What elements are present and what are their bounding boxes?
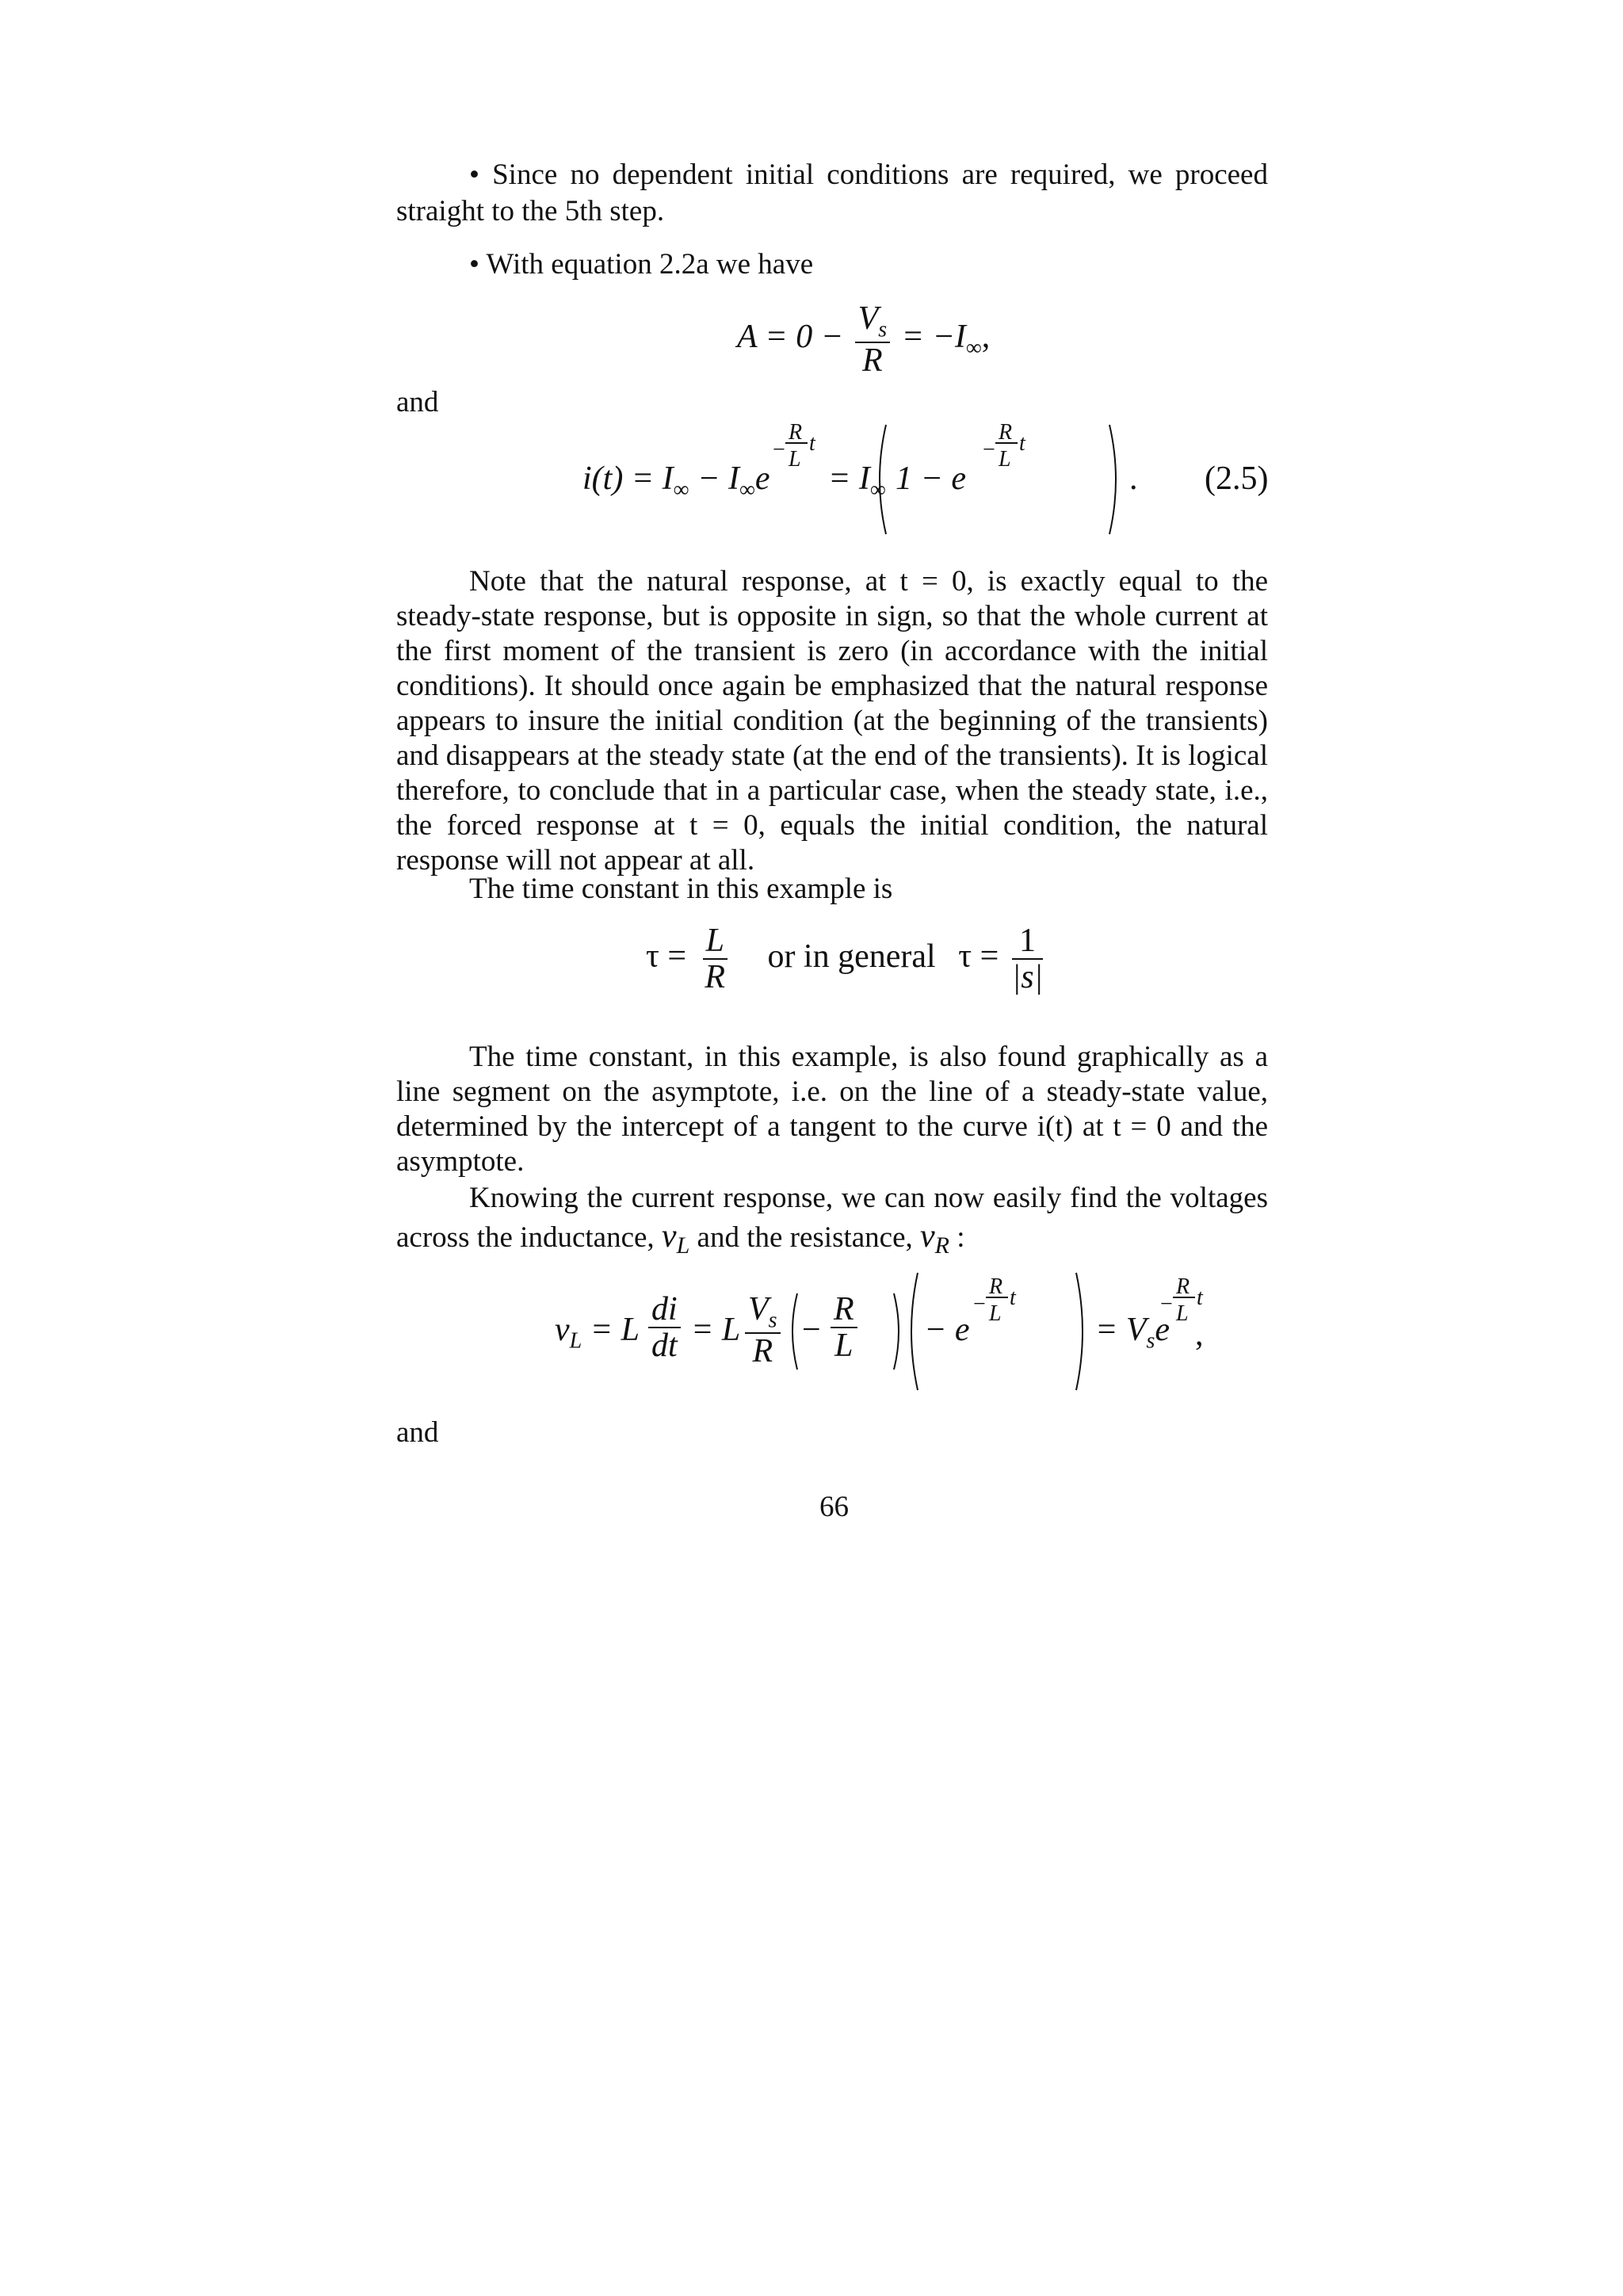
eq-25-sub2: ∞ [739, 477, 755, 502]
eq-vL-exp1-num: R [989, 1274, 1003, 1299]
equation-tau [646, 923, 1048, 1018]
paragraph-natural-response [396, 564, 1268, 878]
eq-25-exp1-den: L [789, 447, 801, 472]
eq-A-tail: , [981, 319, 991, 356]
eq-25-lhs: i(t) = I [582, 460, 674, 497]
para4-vL: v [661, 1218, 677, 1255]
paragraph-voltages [396, 1179, 1268, 1265]
paragraph-1-text: Note that the natural response, at t = 0, is exactly equal to the steady-state response, but is opposite in sign, so that the whole current at the first moment of the transient is zero (in accordance with the initial conditions). It should once again be emphasized that the natural response appears to insure the initial condition (at the beginning of the transients) and disappears at the steady state (at the end of the transients). It is logical therefore, to conclude that in a particular case, when the steady state, i.e., the forced response at t = 0, equals the initial condition, the natural response will not appear at all. [396, 565, 1268, 877]
eq-25-dot: . [1129, 460, 1138, 497]
paragraph-4-text-c: : [957, 1221, 965, 1254]
eq-vL-minus-e: − e [924, 1312, 970, 1348]
eq-vL-L: L [834, 1328, 854, 1365]
eq-vL-R-L [831, 1292, 857, 1363]
eq-vL-minus: − [802, 1312, 821, 1348]
eq-tau-lhs: τ = [646, 938, 687, 975]
eq-vL-exp2-bar [1173, 1297, 1195, 1298]
eq-vL-eq1: = L [590, 1312, 640, 1348]
eq-25-mid1: − I [697, 460, 739, 497]
eq-25-exp2-t: t [1019, 431, 1025, 456]
eq-vL-exp2-t: t [1197, 1286, 1203, 1310]
paragraph-2-text: The time constant in this example is [469, 873, 893, 905]
eq-vL-exp1-minus: − [973, 1292, 986, 1316]
eq-vL-exp2-num: R [1176, 1274, 1190, 1299]
bullet-dot-icon: • [469, 248, 487, 281]
eq-vL-di: di [651, 1291, 678, 1328]
eq-25-exp1-num: R [789, 420, 803, 445]
eq-vL-exp2-den: L [1176, 1301, 1189, 1326]
bullet-2-text: With equation 2.2a we have [486, 248, 814, 281]
eq-25-exponent-1 [773, 422, 820, 477]
eq-vL-V: V [748, 1291, 769, 1328]
eq-A-num-sub: s [878, 317, 888, 342]
paragraph-4-text-a: Knowing the current response, we can now easily find the voltages across the inductance, [396, 1182, 1268, 1254]
and-text-1: and [396, 386, 439, 418]
equation-2-5 [582, 420, 1269, 539]
eq-A-den: R [862, 342, 883, 379]
eq-25-sub3: ∞ [869, 477, 886, 502]
eq-vL-exponent-1 [973, 1276, 1021, 1331]
eq-vL-V-sub: s [768, 1308, 777, 1333]
eq-25-mid2: = I [828, 460, 870, 497]
eq-tau-lhs-2: τ = [958, 938, 999, 975]
eq-A-rhs: = −I [901, 319, 966, 356]
eq-vL-v-sub: L [569, 1328, 582, 1354]
eq-vL-comma: , [1195, 1316, 1204, 1353]
eq-tau-fraction-1 [703, 923, 727, 995]
eq-tau-num1: L [705, 923, 724, 959]
eq-vL-exp1-t: t [1010, 1286, 1016, 1310]
eq-25-exp2-num: R [999, 420, 1013, 445]
eq-A-rhs-sub: ∞ [965, 335, 982, 361]
eq-vL-v: v [555, 1312, 570, 1348]
para4-vL-sub: L [676, 1232, 690, 1259]
bullet-item-1 [396, 157, 1268, 230]
equation-number-2-5: (2.5) [1205, 460, 1269, 497]
paragraph-time-constant-intro [396, 872, 1268, 907]
eq-25-one-minus: 1 − e [896, 460, 966, 497]
eq-A-num: V [857, 300, 879, 337]
bullet-item-2 [396, 247, 1268, 282]
para4-vR: v [920, 1218, 935, 1255]
page-number: 66 [819, 1491, 849, 1523]
eq-vL-eq3: = V [1095, 1312, 1147, 1348]
eq-vL-exp1-bar [986, 1297, 1008, 1298]
paragraph-4-text-b: and the resistance, [697, 1221, 913, 1254]
eq-25-exp2-bar [995, 442, 1018, 444]
eq-tau-fraction-2 [1012, 923, 1043, 995]
equation-A [737, 301, 990, 388]
eq-25-exp2-minus: − [983, 437, 995, 462]
eq-vL-eq2: = L [691, 1312, 741, 1348]
eq-25-exp1-t: t [809, 431, 815, 456]
eq-vL-R2: R [834, 1291, 854, 1328]
eq-vL-R: R [752, 1332, 773, 1370]
para4-vR-sub: R [934, 1232, 949, 1259]
eq-25-exponent-2 [983, 422, 1030, 477]
eq-25-exp1-minus: − [773, 437, 785, 462]
eq-vL-dt: dt [651, 1328, 678, 1365]
eq-tau-middle-text: or in general [767, 938, 936, 975]
bullet-1-text: Since no dependent initial conditions are required, we proceed straight to the 5th step. [396, 159, 1268, 227]
eq-vL-Vs-R [745, 1292, 781, 1369]
eq-tau-num2: 1 [1018, 923, 1036, 959]
eq-vL-exp2-minus: − [1160, 1292, 1173, 1316]
eq-vL-e2: e [1155, 1312, 1170, 1348]
eq-A-fraction [855, 301, 891, 378]
equation-vL [555, 1268, 1205, 1395]
eq-25-exp2-den: L [999, 447, 1011, 472]
and-text-2: and [396, 1416, 439, 1449]
bullet-dot-icon: • [469, 159, 493, 191]
eq-25-exp1-bar [785, 442, 808, 444]
eq-vL-eq3-sub: s [1146, 1328, 1155, 1354]
eq-vL-di-dt [648, 1292, 681, 1363]
eq-25-e1: e [754, 460, 770, 497]
eq-tau-den2: |s| [1011, 959, 1044, 996]
eq-A-lhs: A = 0 − [737, 319, 844, 356]
eq-25-sub1: ∞ [673, 477, 689, 502]
eq-tau-den1: R [705, 959, 726, 996]
paragraph-time-constant-graphical [396, 1040, 1268, 1179]
paragraph-3-text: The time constant, in this example, is also found graphically as a line segment on the asymptote, i.e. on the line of a steady-state value, determined by the intercept of a tangent to the curve i(t) at t = 0 and the asymptote. [396, 1041, 1268, 1178]
eq-vL-exp1-den: L [989, 1301, 1002, 1326]
